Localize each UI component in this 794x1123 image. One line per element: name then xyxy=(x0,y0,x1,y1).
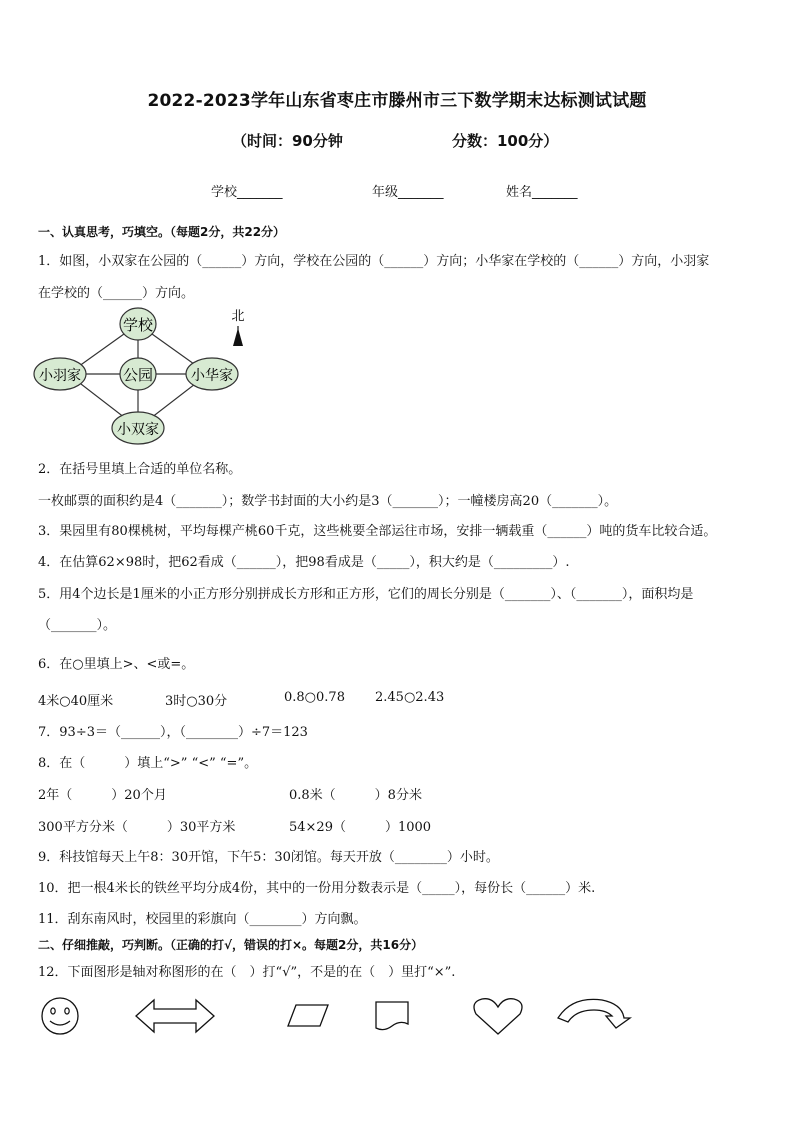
north-arrow-icon xyxy=(233,328,243,346)
question-5-line-2: （_______）。 xyxy=(38,618,117,633)
node-xiaoyu xyxy=(34,358,86,390)
question-5-line-1: 5．用4个边长是1厘米的小正方形分别拼成长方形和正方形，它们的周长分别是（_______）、（_______），面积均是 xyxy=(38,587,694,602)
curved-arrow-shape xyxy=(558,999,630,1028)
page-title: 2022-2023学年山东省枣庄市滕州市三下数学期末达标测试试题 xyxy=(147,91,647,111)
question-7: 7．93÷3＝（______），（________）÷7＝123 xyxy=(38,725,308,740)
question-9: 9．科技馆每天上午8：30开馆，下午5：30闭馆。每天开放（________）小时。 xyxy=(38,850,499,865)
question-10: 10．把一根4米长的铁丝平均分成4份，其中的一份用分数表示是（_____），每份长（______）米. xyxy=(38,881,596,896)
question-1-line-2: 在学校的（______）方向。 xyxy=(38,286,195,301)
parallelogram-shape xyxy=(288,1005,328,1026)
question-1-line-1: 1．如图，小双家在公园的（______）方向，学校在公园的（______）方向；小华家在学校的（______）方向，小羽家 xyxy=(38,254,710,269)
node-xiaoshuang xyxy=(112,412,164,444)
question-4: 4．在估算62×98时，把62看成（______），把98看成是（_____），积大约是（_________）. xyxy=(38,555,570,570)
question-12: 12．下面图形是轴对称图形的在（ ）打“√”，不是的在（ ）里打“×”. xyxy=(38,965,456,980)
q8-item-4: 54×29（ ）1000 xyxy=(289,820,432,835)
question-11: 11．刮东南风时，校园里的彩旗向（________）方向飘。 xyxy=(38,912,367,927)
question-8: 8．在（ ）填上“>” “<” “=”。 xyxy=(38,756,258,771)
node-school-label: 学校 xyxy=(122,316,154,334)
smiley-face-shape xyxy=(42,998,78,1034)
shapes-row xyxy=(36,994,656,1044)
question-2-line-2: 一枚邮票的面积约是4（_______）；数学书封面的大小约是3（_______）；一幢楼房高20（_______）。 xyxy=(38,494,618,509)
q8-item-1: 2年（ ）20个月 xyxy=(38,788,167,803)
node-school xyxy=(120,308,156,340)
q6-item-2: 3时○30分 xyxy=(165,694,228,709)
node-xiaohua-label: 小华家 xyxy=(191,368,233,384)
north-label: 北 xyxy=(231,309,245,324)
wavy-rectangle-shape xyxy=(376,1002,408,1030)
q6-item-4: 2.45○2.43 xyxy=(375,690,445,705)
grade-field: 年级_______ xyxy=(372,185,444,200)
heart-shape xyxy=(474,999,522,1034)
q6-item-1: 4米○40厘米 xyxy=(38,694,114,709)
node-xiaoyu-label: 小羽家 xyxy=(39,368,81,384)
double-arrow-shape xyxy=(136,1000,214,1032)
q8-item-3: 300平方分米（ ）30平方米 xyxy=(38,820,236,835)
question-2-line-1: 2．在括号里填上合适的单位名称。 xyxy=(38,462,242,477)
section-2-heading: 二、仔细推敲，巧判断。（正确的打√，错误的打×。每题2分，共16分） xyxy=(38,938,424,952)
question-3: 3．果园里有80棵桃树，平均每棵产桃60千克，这些桃要全部运往市场，安排一辆载重（______）吨的货车比较合适。 xyxy=(38,524,717,539)
school-field: 学校_______ xyxy=(211,185,283,200)
node-park-label: 公园 xyxy=(122,366,154,384)
exam-time: （时间：90分钟 xyxy=(232,132,343,150)
exam-score: 分数：100分） xyxy=(452,132,559,150)
section-1-heading: 一、认真思考，巧填空。（每题2分，共22分） xyxy=(38,225,286,239)
node-xiaohua xyxy=(186,358,238,390)
node-xiaoshuang-label: 小双家 xyxy=(117,422,159,438)
name-field: 姓名_______ xyxy=(506,185,578,200)
q8-item-2: 0.8米（ ）8分米 xyxy=(289,788,422,803)
q6-item-3: 0.8○0.78 xyxy=(284,690,345,705)
question-6: 6．在○里填上>、<或=。 xyxy=(38,657,195,672)
node-park xyxy=(120,358,156,390)
direction-diagram xyxy=(32,306,262,446)
